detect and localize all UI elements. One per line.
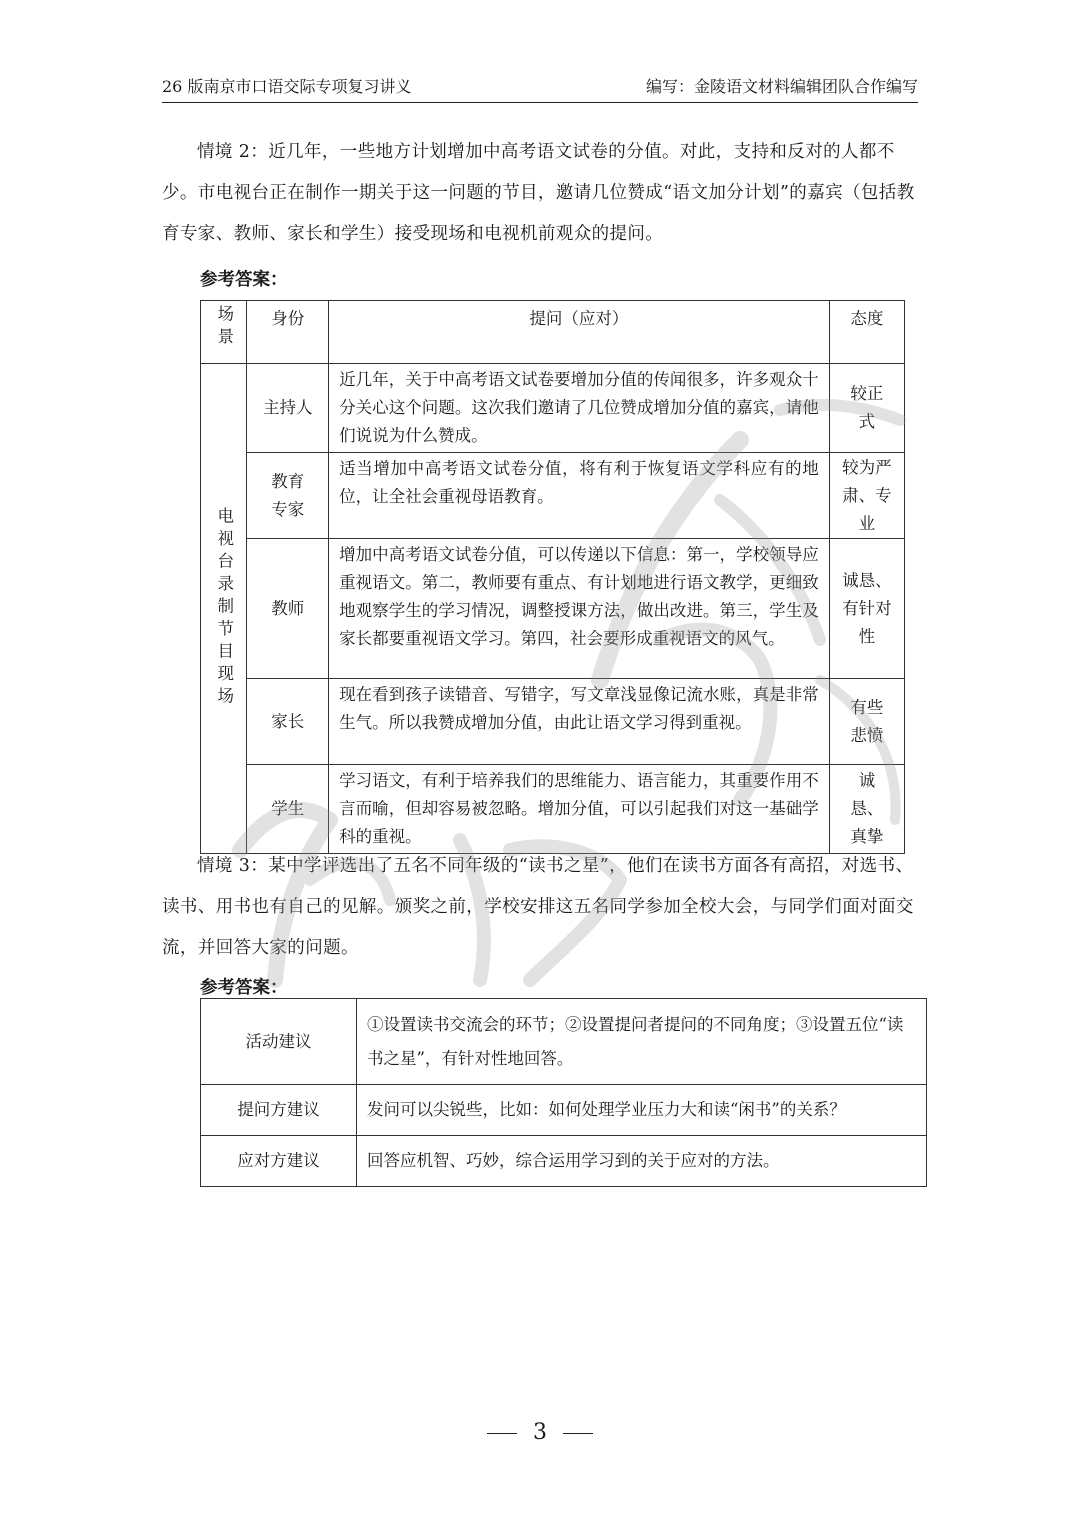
question-cell: 增加中高考语文试卷分值，可以传递以下信息：第一，学校领导应重视语文。第二，教师要有重点、有计划地进行语文教学，更细致地观察学生的学习情况，调整授课方法，做出改进。第三，学生及家长都要重视语文学习。第四，社会要形成重视语文的风气。 (329, 539, 830, 679)
answer-label-1: 参考答案： (200, 270, 288, 290)
identity-cell: 家长 (247, 679, 329, 765)
header-title: 26 版南京市口语交际专项复习讲义 (162, 77, 412, 96)
table-row (201, 1085, 927, 1136)
identity-cell: 教师 (247, 539, 329, 679)
attitude-cell: 有些悲愤 (829, 679, 904, 765)
header-question: 提问（应对） (329, 301, 830, 364)
header-editor: 编写：金陵语文材料编辑团队合作编写 (645, 77, 918, 96)
footer-dash-left (487, 1433, 517, 1434)
attitude-cell: 较为严肃、专业 (829, 453, 904, 539)
table-row (201, 679, 905, 765)
question-cell: 学习语文，有利于培养我们的思维能力、语言能力，其重要作用不言而喻，但却容易被忽略。增加分值，可以引起我们对这一基础学科的重视。 (329, 765, 830, 854)
footer-dash-right (563, 1433, 593, 1434)
suggestion-key: 应对方建议 (201, 1136, 357, 1187)
header-attitude: 态度 (829, 301, 904, 364)
suggestion-key: 活动建议 (201, 999, 357, 1085)
question-cell: 现在看到孩子读错音、写错字，写文章浅显像记流水账，真是非常生气。所以我赞成增加分值，由此让语文学习得到重视。 (329, 679, 830, 765)
table-row (201, 1136, 927, 1187)
answer-table-2 (200, 998, 927, 1187)
identity-cell: 主持人 (247, 364, 329, 453)
page-header (162, 76, 918, 103)
identity-cell: 学生 (247, 765, 329, 854)
attitude-cell: 较正式 (829, 364, 904, 453)
situation-2-text: 情境 2：近几年，一些地方计划增加中高考语文试卷的分值。对此，支持和反对的人都不少。市电视台正在制作一期关于这一问题的节目，邀请几位赞成“语文加分计划”的嘉宾（包括教育专家、教师、家长和学生）接受现场和电视机前观众的提问。 (162, 142, 915, 244)
table-header-row (201, 301, 905, 364)
question-cell: 近几年，关于中高考语文试卷要增加分值的传闻很多，许多观众十分关心这个问题。这次我们邀请了几位赞成增加分值的嘉宾，请他们说说为什么赞成。 (329, 364, 830, 453)
answer-table-1 (200, 300, 905, 854)
answer-label-2: 参考答案： (200, 978, 288, 998)
header-identity: 身份 (247, 301, 329, 364)
suggestion-value: ①设置读书交流会的环节；②设置提问者提问的不同角度；③设置五位“读书之星”，有针对性地回答。 (357, 999, 927, 1085)
attitude-cell: 诚恳、有针对性 (829, 539, 904, 679)
identity-cell: 教育专家 (247, 453, 329, 539)
question-cell: 适当增加中高考语文试卷分值，将有利于恢复语文学科应有的地位，让全社会重视母语教育。 (329, 453, 830, 539)
suggestion-value: 发问可以尖锐些，比如：如何处理学业压力大和读“闲书”的关系？ (357, 1085, 927, 1136)
header-scene: 场景 (201, 301, 247, 364)
page-number: 3 (533, 1420, 547, 1445)
situation-3-text: 情境 3：某中学评选出了五名不同年级的“读书之星”，他们在读书方面各有高招，对选书、读书、用书也有自己的见解。颁奖之前，学校安排这五名同学参加全校大会，与同学们面对面交流，并回答大家的问题。 (162, 856, 914, 958)
table-row (201, 765, 905, 854)
suggestion-key: 提问方建议 (201, 1085, 357, 1136)
table-row (201, 999, 927, 1085)
page-footer (0, 1420, 1080, 1445)
scene-cell: 电视台录制节目现场 (201, 364, 247, 854)
suggestion-value: 回答应机智、巧妙，综合运用学习到的关于应对的方法。 (357, 1136, 927, 1187)
table-row (201, 453, 905, 539)
attitude-cell: 诚恳、真挚 (829, 765, 904, 854)
table-row (201, 364, 905, 453)
table-row (201, 539, 905, 679)
